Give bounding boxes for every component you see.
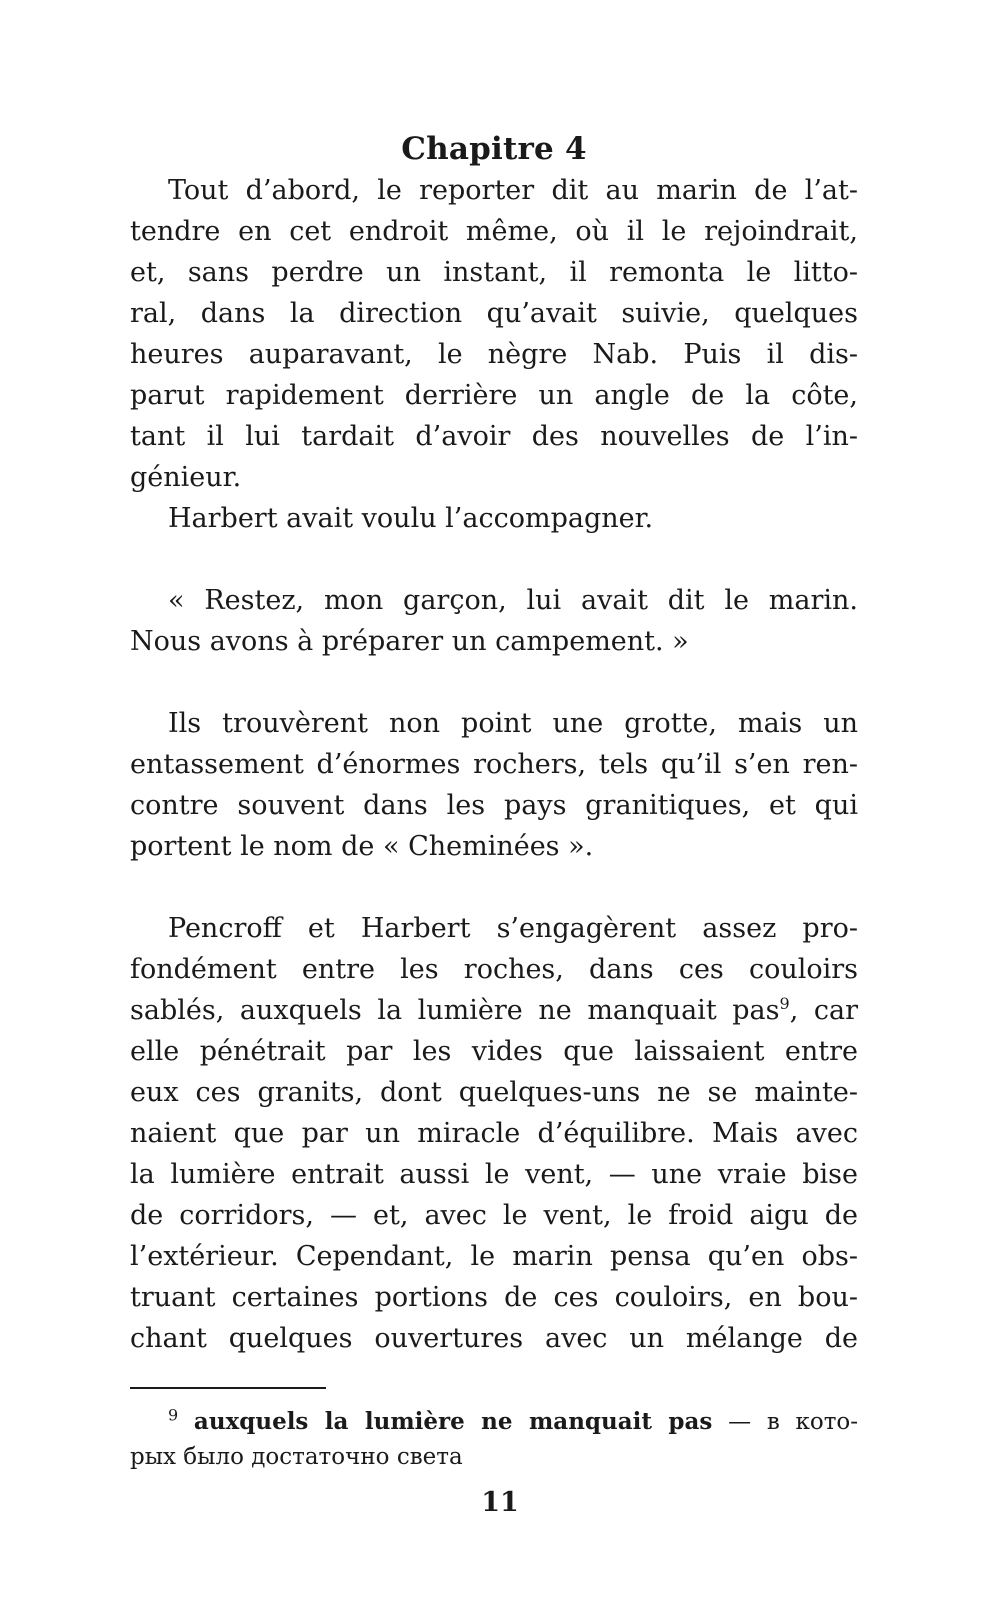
text-line: parut rapidement derrière un angle de la côte, [130, 380, 858, 411]
chapter-title: Chapitre 4 [401, 131, 587, 167]
text-line: contre souvent dans les pays granitiques, et qui [130, 790, 858, 821]
footnote-divider [130, 1387, 326, 1389]
footnote-line [130, 1404, 858, 1440]
paragraph-4 [130, 703, 858, 867]
page-number: 11 [481, 1487, 519, 1518]
text-line: portent le nom de « Cheminées ». [130, 831, 594, 862]
text-line: ral, dans la direction qu’avait suivie, quelques [130, 298, 858, 329]
paragraph-5 [130, 908, 858, 1359]
text-line: elle pénétrait par les vides que laissaient entre [130, 1036, 858, 1067]
footnote-dash: — [728, 1409, 752, 1435]
text-line: et, sans perdre un instant, il remonta le litto- [130, 257, 858, 288]
text-line: la lumière entrait aussi le vent, — une vraie bise [130, 1159, 858, 1190]
footnote-number: 9 [168, 1405, 179, 1425]
footnote-translation: в кото- [766, 1409, 859, 1435]
footnote-term: auxquels la lumière ne manquait pas [193, 1408, 713, 1435]
text-line: entassement d’énormes rochers, tels qu’il s’en ren- [130, 749, 858, 780]
text-line: naient que par un miracle d’équilibre. Mais avec [130, 1118, 858, 1149]
text-line: eux ces granits, dont quelques-uns ne se mainte- [130, 1077, 858, 1108]
text-line: tant il lui tardait d’avoir des nouvelles de l’in- [130, 421, 858, 452]
text-line: truant certaines portions de ces couloirs, en bou- [130, 1282, 858, 1313]
text-line: Ils trouvèrent non point une grotte, mais un [168, 708, 858, 739]
text-segment: , car [789, 995, 859, 1026]
paragraph-3 [130, 580, 858, 662]
text-line: l’extérieur. Cependant, le marin pensa qu’en obs- [130, 1241, 858, 1272]
text-line: Pencroff et Harbert s’engagèrent assez pro- [168, 913, 858, 944]
text-line: de corridors, — et, avec le vent, le froid aigu de [130, 1200, 858, 1231]
footnote [130, 1404, 858, 1475]
paragraph-2 [130, 498, 858, 539]
paragraph-1 [130, 170, 858, 498]
text-segment: sablés, auxquels la lumière ne manquait pas [130, 995, 780, 1026]
text-line: heures auparavant, le nègre Nab. Puis il dis- [130, 339, 858, 370]
footnote-marker[interactable]: 9 [779, 994, 790, 1013]
paragraph-gap [130, 662, 858, 703]
text-line: Harbert avait voulu l’accompagner. [168, 503, 654, 534]
paragraph-gap [130, 539, 858, 580]
text-line: génieur. [130, 462, 242, 493]
text-line-with-footnote [130, 990, 858, 1031]
text-line: « Restez, mon garçon, lui avait dit le marin. [168, 585, 858, 616]
text-line: chant quelques ouvertures avec un mélange de [130, 1323, 858, 1354]
text-line: tendre en cet endroit même, où il le rejoindrait, [130, 216, 858, 247]
footnote-line: рых было достаточно света [130, 1444, 463, 1470]
text-line: Tout d’abord, le reporter dit au marin de l’at- [168, 175, 858, 206]
text-line: Nous avons à préparer un campement. » [130, 626, 689, 657]
text-line: fondément entre les roches, dans ces couloirs [130, 954, 858, 985]
page-body [130, 128, 858, 1359]
paragraph-gap [130, 867, 858, 908]
